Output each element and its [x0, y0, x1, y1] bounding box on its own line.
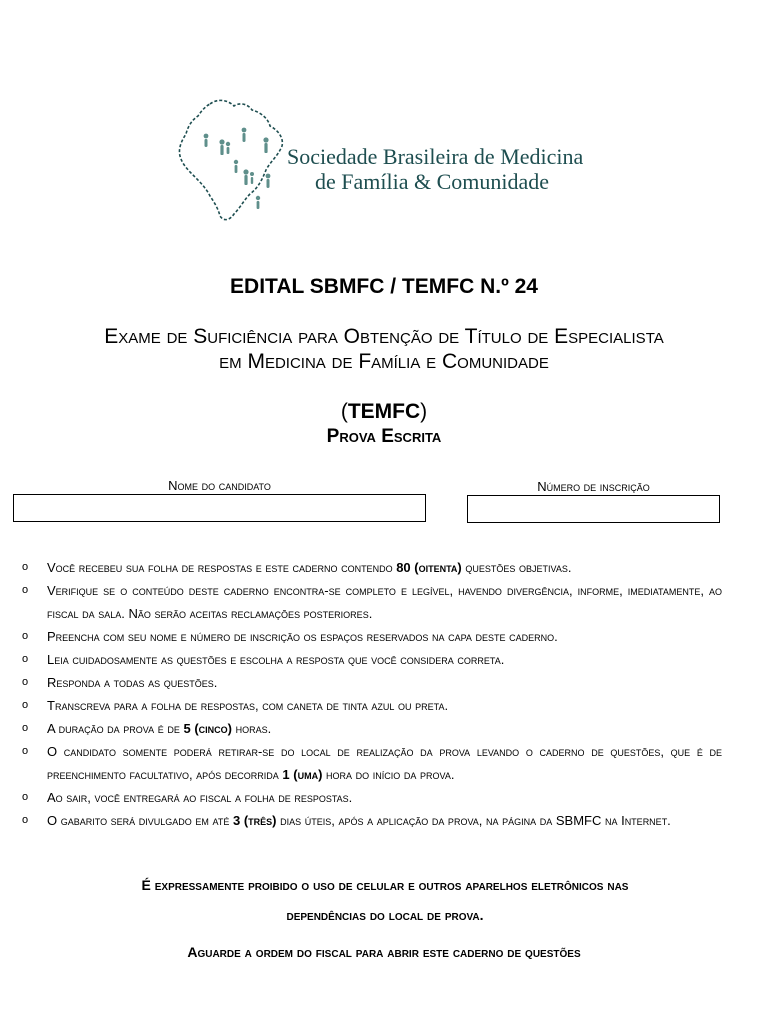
- final-notice: Aguarde a ordem do fiscal para abrir este caderno de questões: [187, 944, 581, 960]
- instruction-text: A duração da prova é de: [47, 721, 184, 736]
- bullet-icon: o: [22, 814, 29, 826]
- prova-title: Prova Escrita: [326, 426, 442, 447]
- instruction-text: Preencha com seu nome e número de inscrição os espaços reservados na capa deste caderno.: [47, 629, 558, 644]
- exam-title-line2: em Medicina de Família e Comunidade: [219, 350, 549, 373]
- instruction-text-end: horas.: [231, 721, 272, 736]
- instruction-item: [22, 625, 722, 648]
- logo-text-line2: de Família & Comunidade: [315, 169, 550, 194]
- instruction-item: [22, 740, 722, 786]
- instruction-item: [22, 694, 722, 717]
- candidate-name-label: Nome do candidato: [168, 478, 271, 493]
- instruction-item: [22, 556, 722, 579]
- bullet-icon: o: [22, 722, 29, 734]
- instruction-text: Responda a todas as questões.: [47, 675, 218, 690]
- instruction-highlight: 3 (três): [232, 813, 277, 828]
- instruction-highlight: 80 (oitenta): [396, 560, 462, 575]
- registration-number-field[interactable]: [467, 495, 720, 523]
- bullet-icon: o: [22, 699, 29, 711]
- bullet-icon: o: [22, 745, 29, 757]
- instruction-highlight: 5 (cinco): [183, 721, 232, 736]
- electronics-warning: [40, 870, 730, 930]
- instruction-item: [22, 717, 722, 740]
- instruction-text: Ao sair, você entregará ao fiscal a folha de respostas.: [47, 790, 353, 805]
- instruction-text: O candidato somente poderá retirar-se do local de realização da prova levando o caderno de questões, que é de preenchimento facultativo, após decorrida: [47, 744, 722, 782]
- temfc-heading: [0, 400, 768, 424]
- instruction-text-end: hora do início da prova.: [322, 767, 455, 782]
- instruction-text: Transcreva para a folha de respostas, com caneta de tinta azul ou preta.: [47, 698, 449, 713]
- edital-title: EDITAL SBMFC / TEMFC N.º 24: [230, 275, 538, 298]
- brazil-map-icon: [170, 90, 290, 230]
- instruction-highlight: 1 (uma): [282, 767, 323, 782]
- instruction-item: [22, 579, 722, 625]
- logo-text-line1: Sociedade Brasileira de Medicina: [287, 144, 584, 169]
- instruction-text-end: questões objetivas.: [461, 560, 572, 575]
- temfc-paren-open: (: [340, 400, 348, 423]
- temfc-paren-close: ): [420, 400, 428, 423]
- bullet-icon: o: [22, 584, 29, 596]
- candidate-name-field[interactable]: [13, 494, 426, 522]
- temfc-label: TEMFC: [347, 400, 421, 423]
- instruction-text-end: dias úteis, após a aplicação da prova, na página da SBMFC na Internet.: [276, 813, 671, 828]
- exam-title: [30, 324, 738, 374]
- bullet-icon: o: [22, 561, 29, 573]
- bullet-icon: o: [22, 653, 29, 665]
- instruction-text: Verifique se o conteúdo deste caderno encontra-se completo e legível, havendo divergência, informe, imediatamente, ao fiscal da sala. Não serão aceitas reclamações posteriores.: [47, 583, 722, 621]
- sbmfc-logo: [170, 90, 610, 230]
- warning-line1: É expressamente proibido o uso de celular e outros aparelhos eletrônicos nas: [141, 877, 629, 893]
- instruction-item: [22, 671, 722, 694]
- instruction-item: [22, 648, 722, 671]
- registration-number-label: Número de inscrição: [537, 479, 650, 494]
- bullet-icon: o: [22, 630, 29, 642]
- instruction-text: Leia cuidadosamente as questões e escolha a resposta que você considera correta.: [47, 652, 505, 667]
- warning-line2: dependências do local de prova.: [286, 907, 484, 923]
- instruction-item: [22, 809, 722, 832]
- bullet-icon: o: [22, 676, 29, 688]
- instructions-list: [22, 556, 722, 832]
- bullet-icon: o: [22, 791, 29, 803]
- instruction-text: O gabarito será divulgado em até: [47, 813, 233, 828]
- instruction-item: [22, 786, 722, 809]
- exam-title-line1: Exame de Suficiência para Obtenção de Título de Especialista: [104, 325, 664, 348]
- instruction-text: Você recebeu sua folha de respostas e este caderno contendo: [47, 560, 397, 575]
